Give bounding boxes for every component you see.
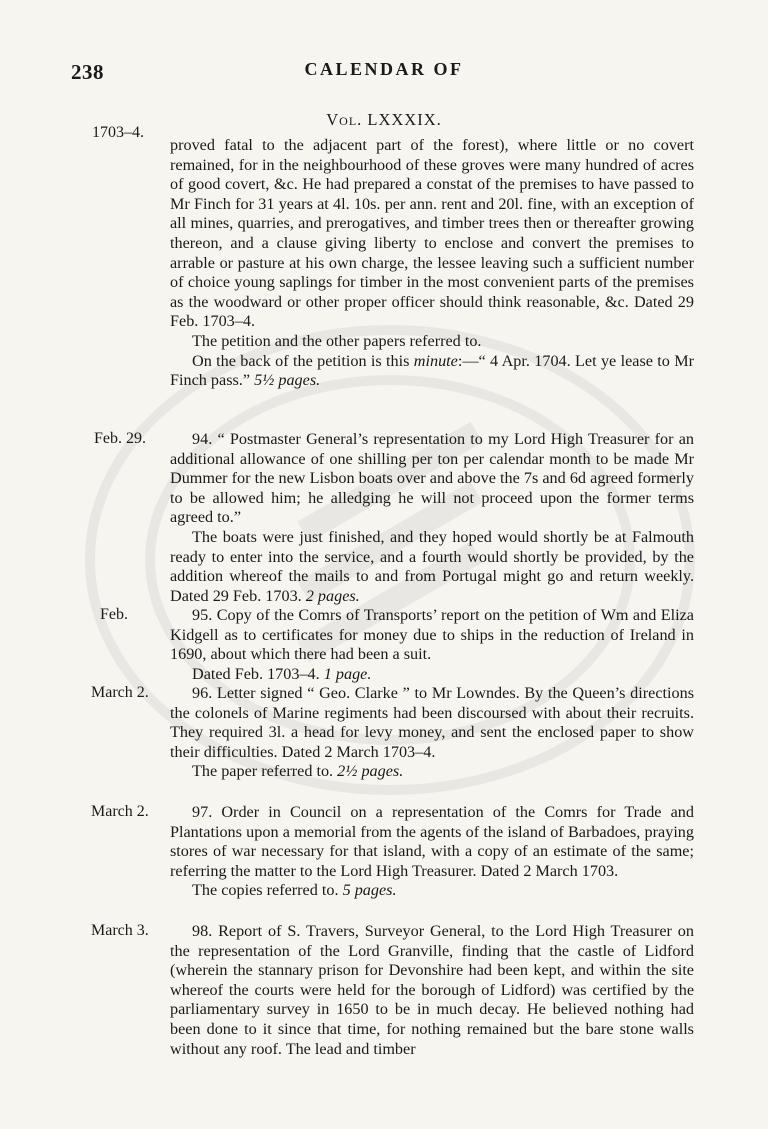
entry-date: Feb. [100,606,128,623]
entry-note: The boats were just finished, and they hoped would shortly be at Falmouth ready to enter into the service, and a fourth would shortly be provided, by the addition whereof the mails to and from Portugal might go and return weekly. Dated 29 Feb. 1703. 2 pages. [170,527,694,605]
year-margin-label: 1703–4. [92,124,144,141]
entry-95 [170,606,694,684]
entry-note: The paper referred to. 2½ pages. [192,762,404,781]
entry-94 [170,430,694,606]
continuation-minute: On the back of the petition is this minute:—“ 4 Apr. 1704. Let ye lease to Mr Finch pass.” 5½ pages. [170,351,694,390]
entry-date: Feb. 29. [94,430,146,447]
continuation-note: The petition and the other papers referred to. [192,331,482,350]
page-number: 238 [71,60,104,84]
entry-97 [170,803,694,901]
entry-body: 98. Report of S. Travers, Surveyor General, to the Lord High Treasurer on the representation of the Lord Granville, finding that the castle of Lidford (wherein the stannary prison for Devonshire had been kept, and within the site whereof the courts were held for the borough of Lidford) was certified by the parliamentary survey in 1650 to be in much decay. He believed nothing had been done to it since that time, for nothing remained but the bare stone walls without any roof. The lead and timber [170,922,694,1058]
entry-body: 97. Order in Council on a representation of the Comrs for Trade and Plantations upon a memorial from the agents of the island of Barbadoes, praying stores of war necessary for that island, with a copy of an estimate of the same; referring the matter to the Lord High Treasurer. Dated 2 March 1703. [170,803,694,880]
entry-note: The copies referred to. 5 pages. [192,881,397,900]
continuation-body: proved fatal to the adjacent part of the forest), where little or no covert remained, for in the neighbourhood of these groves were many hundred of acres of good covert, &c. He had prepared a constat of the premises to have passed to Mr Finch for 31 years at 4l. 10s. per ann. rent and 20l. fine, with an exception of all mines, quarries, and prerogatives, and timber trees then or thereafter growing thereon, and a clause giving liberty to enclose and convert the premises to arrable or pasture at his own charge, the lessee leaving such a sufficient number of choice young saplings for timber in the most convenient parts of the premises as the woodward or other proper officer should think reasonable, &c. Dated 29 Feb. 1703–4. [170,136,694,331]
volume-label: Vol. LXXXIX. [326,110,442,129]
entry-body: 96. Letter signed “ Geo. Clarke ” to Mr Lowndes. By the Queen’s directions the colonels of Marine regiments had been discoursed with about their recruits. They required 3l. a head for levy money, and sent the enclosed paper to show their difficulties. Dated 2 March 1703–4. [170,684,694,761]
entry-date: March 2. [91,684,149,701]
entry-96 [170,684,694,782]
entry-98 [170,922,694,1059]
continuation-block [170,136,694,391]
entry-note: Dated Feb. 1703–4. 1 page. [192,664,372,683]
running-title: CALENDAR OF [304,59,464,79]
entry-body: 94. “ Postmaster General’s representation to my Lord High Treasurer for an additional allowance of one shilling per ton per calendar month to be made Mr Dummer for the new Lisbon boats over and above the 7s and 6d agreed formerly to be allowed him; he alledging he will not proceed upon the former terms agreed to.” [170,430,694,527]
entry-date: March 3. [91,922,149,939]
entry-body: 95. Copy of the Comrs of Transports’ report on the petition of Wm and Eliza Kidgell as to certificates for money due to ships in the reduction of Ireland in 1690, about which there had been a suit. [170,606,694,664]
entry-date: March 2. [91,803,149,820]
